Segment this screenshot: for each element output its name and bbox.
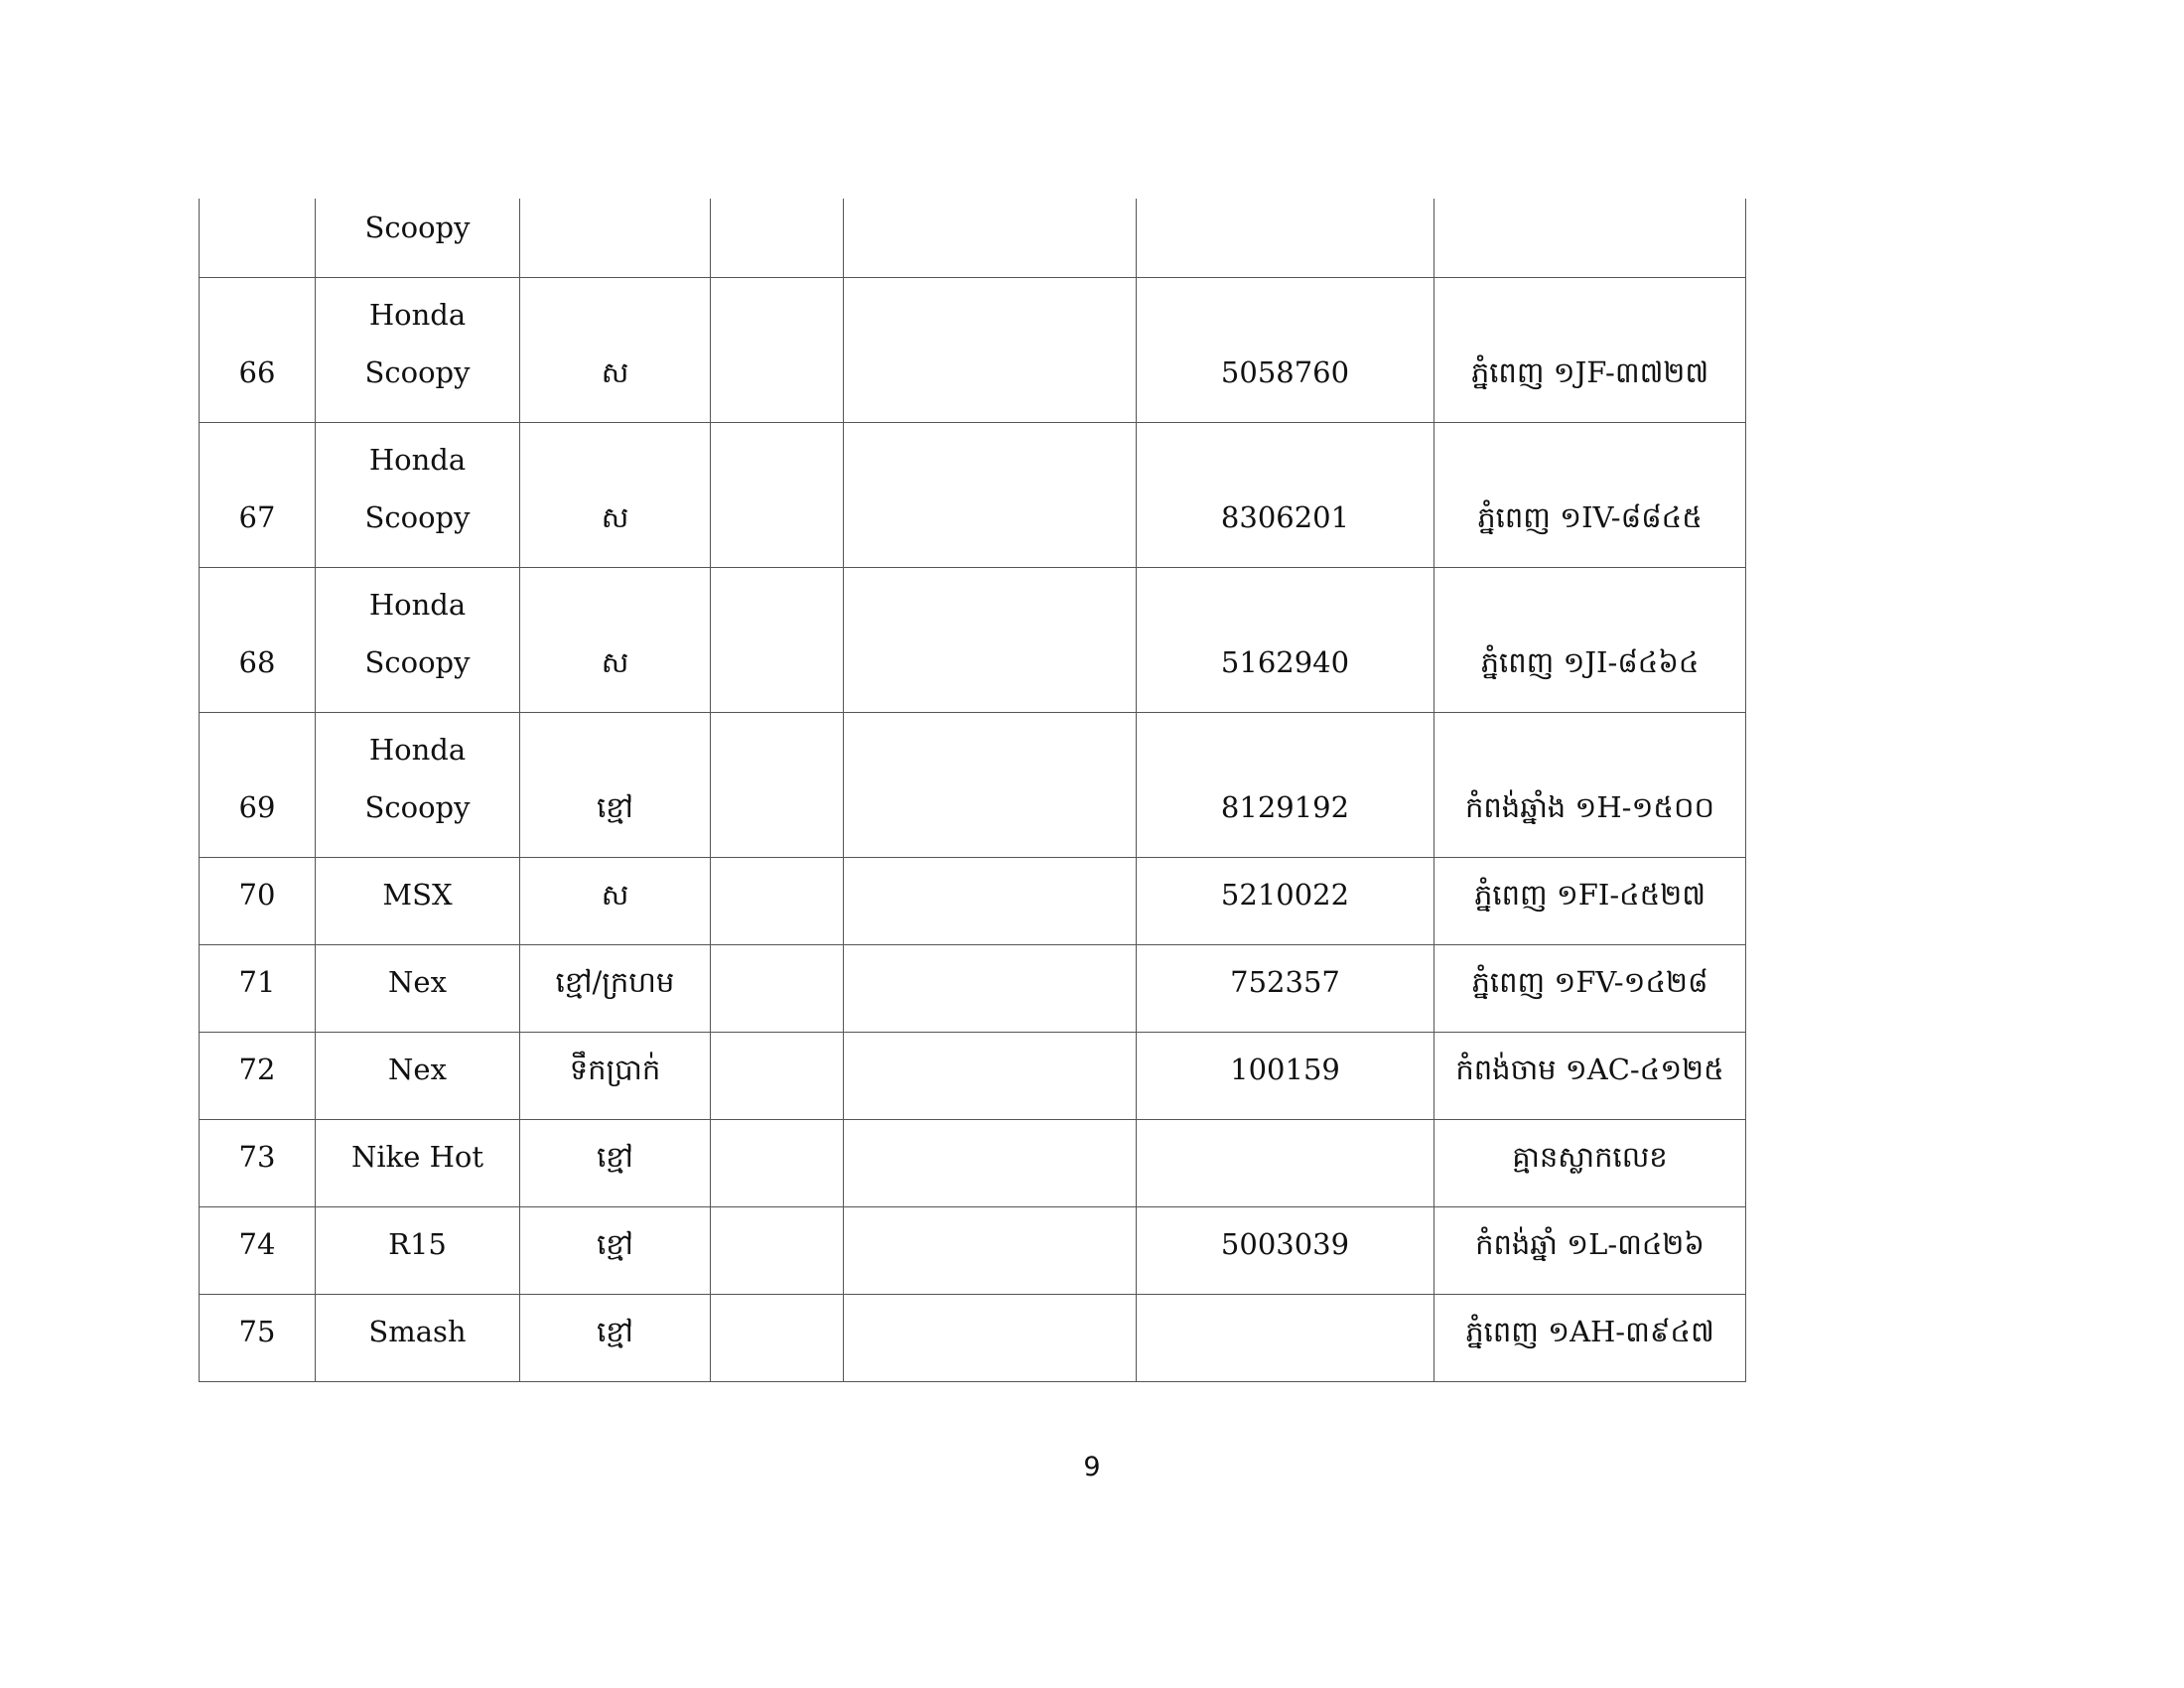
table-row — [200, 199, 1746, 278]
cell-engine: 5058760 — [1137, 278, 1434, 423]
table-row — [200, 1120, 1746, 1207]
cell-model: Honda Scoopy — [316, 568, 520, 713]
cell-model — [316, 199, 520, 278]
cell-plate: ភ្នំពេញ ១AH-៣៩៤៧ — [1434, 1295, 1746, 1382]
cell-engine: 752357 — [1137, 945, 1434, 1033]
cell-empty-b — [844, 199, 1137, 278]
cell-plate: ភ្នំពេញ ១FV-១៤២៨ — [1434, 945, 1746, 1033]
table-row — [200, 1207, 1746, 1295]
cell-empty-b — [844, 1295, 1137, 1382]
cell-color: ខ្មៅ — [520, 1120, 711, 1207]
cell-plate: កំពង់ចាម ១AC-៤១២៥ — [1434, 1033, 1746, 1120]
cell-no: 66 — [200, 278, 316, 423]
cell-empty-b — [844, 945, 1137, 1033]
cell-engine: 5162940 — [1137, 568, 1434, 713]
cell-no: 72 — [200, 1033, 316, 1120]
table-row — [200, 858, 1746, 945]
table-row — [200, 945, 1746, 1033]
vehicle-table — [199, 199, 1746, 1382]
cell-color: ខ្មៅ — [520, 1295, 711, 1382]
cell-model: MSX — [316, 858, 520, 945]
model-text: Scoopy — [364, 211, 471, 244]
cell-engine: 100159 — [1137, 1033, 1434, 1120]
cell-model: Honda Scoopy — [316, 713, 520, 858]
cell-empty-a — [711, 568, 844, 713]
cell-no: 70 — [200, 858, 316, 945]
cell-plate: ភ្នំពេញ ១FI-៤៥២៧ — [1434, 858, 1746, 945]
cell-empty-b — [844, 423, 1137, 568]
cell-empty-a — [711, 945, 844, 1033]
cell-color: ខ្មៅ/ក្រហម — [520, 945, 711, 1033]
cell-empty-b — [844, 278, 1137, 423]
page-number: 9 — [1083, 1452, 1101, 1482]
cell-empty-b — [844, 568, 1137, 713]
cell-color: ស — [520, 278, 711, 423]
table-row — [200, 423, 1746, 568]
cell-plate: ភ្នំពេញ ១JI-៨៤៦៤ — [1434, 568, 1746, 713]
cell-no: 74 — [200, 1207, 316, 1295]
table-row — [200, 1033, 1746, 1120]
cell-empty-a — [711, 1207, 844, 1295]
cell-plate: កំពង់ឆ្នាំង ១H-១៥០០ — [1434, 713, 1746, 858]
cell-color: ទឹកប្រាក់ — [520, 1033, 711, 1120]
cell-engine — [1137, 1295, 1434, 1382]
cell-no: 73 — [200, 1120, 316, 1207]
cell-model: Nex — [316, 1033, 520, 1120]
cell-color: ស — [520, 423, 711, 568]
cell-color: ខ្មៅ — [520, 713, 711, 858]
cell-empty-a — [711, 278, 844, 423]
cell-model: R15 — [316, 1207, 520, 1295]
cell-color: ខ្មៅ — [520, 1207, 711, 1295]
cell-color: ស — [520, 858, 711, 945]
cell-color: ស — [520, 568, 711, 713]
cell-engine: 8129192 — [1137, 713, 1434, 858]
cell-plate — [1434, 199, 1746, 278]
cell-empty-a — [711, 1295, 844, 1382]
cell-color — [520, 199, 711, 278]
cell-model: Honda Scoopy — [316, 278, 520, 423]
cell-empty-a — [711, 1033, 844, 1120]
cell-empty-a — [711, 858, 844, 945]
cell-no: 67 — [200, 423, 316, 568]
cell-no: 71 — [200, 945, 316, 1033]
cell-engine — [1137, 199, 1434, 278]
cell-plate: កំពង់ឆ្នាំ ១L-៣៤២៦ — [1434, 1207, 1746, 1295]
cell-empty-a — [711, 199, 844, 278]
cell-engine: 5003039 — [1137, 1207, 1434, 1295]
cell-no — [200, 199, 316, 278]
cell-empty-b — [844, 858, 1137, 945]
cell-no: 75 — [200, 1295, 316, 1382]
table-row — [200, 568, 1746, 713]
cell-empty-b — [844, 1033, 1137, 1120]
cell-plate: ភ្នំពេញ ១IV-៨៨៤៥ — [1434, 423, 1746, 568]
table-row — [200, 1295, 1746, 1382]
cell-model: Smash — [316, 1295, 520, 1382]
cell-empty-a — [711, 713, 844, 858]
cell-plate: ភ្នំពេញ ១JF-៣៧២៧ — [1434, 278, 1746, 423]
cell-empty-a — [711, 1120, 844, 1207]
table-row — [200, 713, 1746, 858]
cell-engine: 8306201 — [1137, 423, 1434, 568]
cell-empty-b — [844, 1207, 1137, 1295]
cell-model: Nike Hot — [316, 1120, 520, 1207]
cell-empty-b — [844, 1120, 1137, 1207]
cell-empty-a — [711, 423, 844, 568]
cell-engine: 5210022 — [1137, 858, 1434, 945]
cell-model: Honda Scoopy — [316, 423, 520, 568]
cell-no: 68 — [200, 568, 316, 713]
cell-empty-b — [844, 713, 1137, 858]
table-row — [200, 278, 1746, 423]
cell-model: Nex — [316, 945, 520, 1033]
cell-plate: គ្មានស្លាកលេខ — [1434, 1120, 1746, 1207]
cell-engine — [1137, 1120, 1434, 1207]
cell-no: 69 — [200, 713, 316, 858]
